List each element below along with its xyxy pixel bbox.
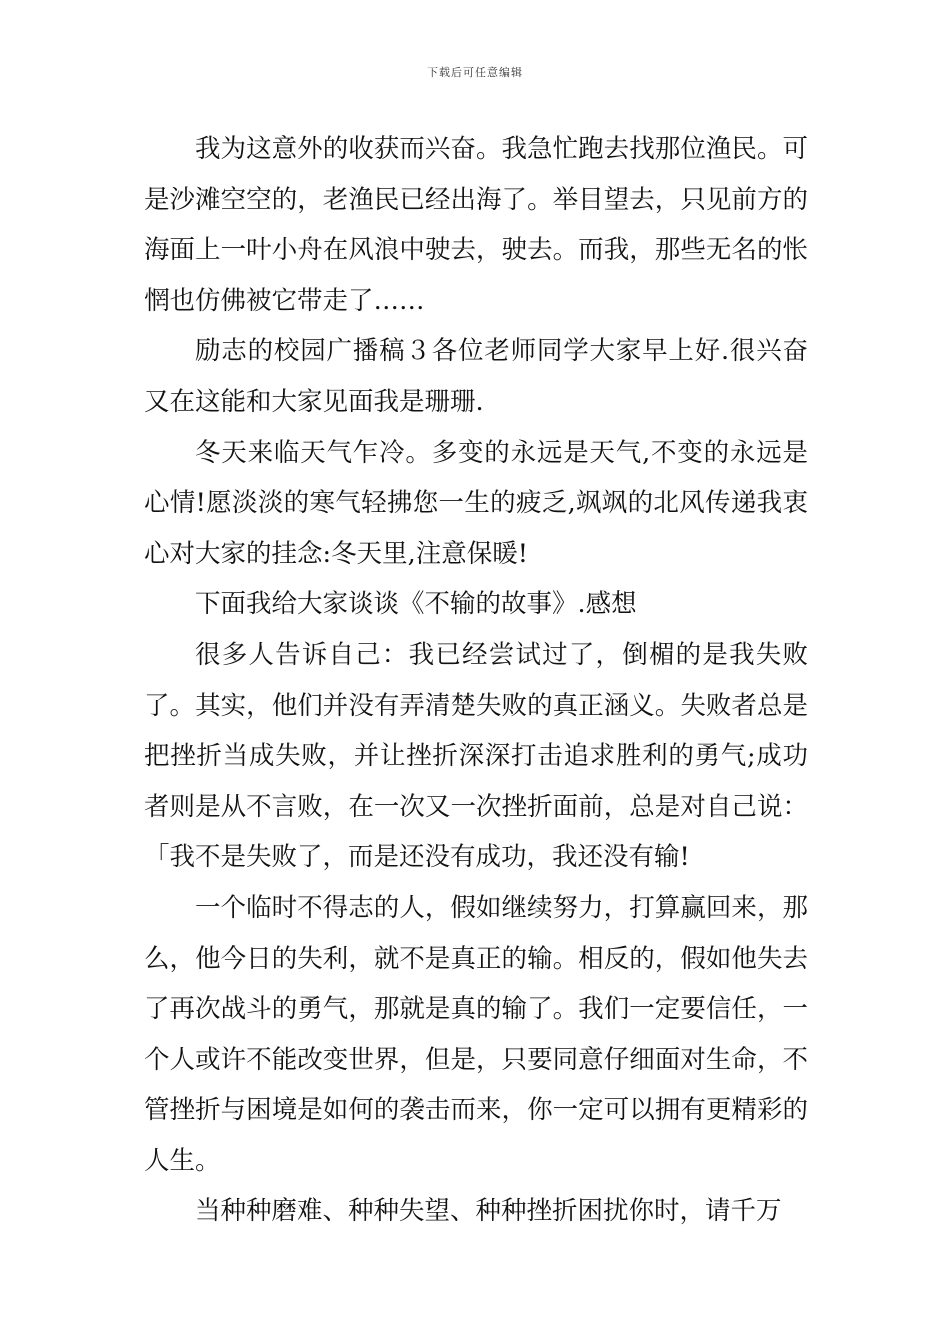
paragraph-hardship: 当种种磨难、种种失望、种种挫折困扰你时，请千万 xyxy=(195,1196,782,1227)
paragraph-topic: 下面我给大家谈谈《不输的故事》.感想 xyxy=(195,589,637,620)
document-body xyxy=(144,124,808,1237)
paragraph-fisherman: 我为这意外的收获而兴奋。我急忙跑去找那位渔民。可是沙滩空空的，老渔民已经出海了。举目望去，只见前方的海面上一叶小舟在风浪中驶去，驶去。而我，那些无名的怅惘也仿佛被它带走了…… xyxy=(144,134,808,316)
paragraph-failure: 很多人告诉自己：我已经尝试过了，倒楣的是我失败了。其实，他们并没有弄清楚失败的真正涵义。失败者总是把挫折当成失败，并让挫折深深打击追求胜利的勇气;成功者则是从不言败，在一次又一次挫折面前，总是对自己说：「我不是失败了，而是还没有成功，我还没有输! xyxy=(144,639,808,873)
paragraph-perseverance: 一个临时不得志的人，假如继续努力，打算赢回来，那么，他今日的失利，就不是真正的输。相反的，假如他失去了再次战斗的勇气，那就是真的输了。我们一定要信任，一个人或许不能改变世界，但是，只要同意仔细面对生命，不管挫折与困境是如何的袭击而来，你一定可以拥有更精彩的人生。 xyxy=(144,892,808,1176)
page-header: 下载后可任意编辑 xyxy=(427,66,523,79)
paragraph-winter: 冬天来临天气乍冷。多变的永远是天气,不变的永远是心情!愿淡淡的寒气轻拂您一生的疲乏,飒飒的北风传递我衷心对大家的挂念:冬天里,注意保暖! xyxy=(144,437,808,569)
paragraph-broadcast-intro: 励志的校园广播稿３各位老师同学大家早上好.很兴奋又在这能和大家见面我是珊珊. xyxy=(144,336,808,417)
